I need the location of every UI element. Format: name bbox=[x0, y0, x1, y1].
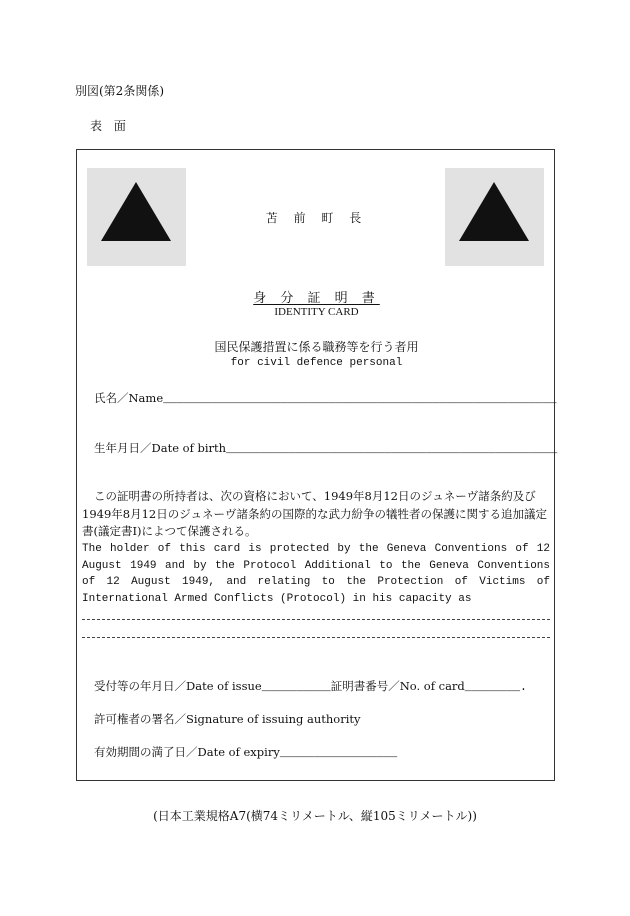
statement-japanese-line: 書(議定書I)によつて保護される。 bbox=[82, 524, 257, 538]
issue-row bbox=[94, 678, 527, 694]
statement-japanese-line: 1949年8月12日のジュネーヴ諸条約の国際的な武力紛争の犠牲者の保護に関する追加議定 bbox=[82, 506, 547, 521]
capacity-blank-line bbox=[82, 619, 550, 620]
date-of-issue-blank: __________ bbox=[261, 681, 331, 694]
date-of-expiry-blank: _________________ bbox=[279, 747, 398, 760]
card-title-english: IDENTITY CARD bbox=[274, 306, 359, 318]
footer-size-note: (日本工業規格A7(横74ミリメートル、縦105ミリメートル)) bbox=[153, 809, 477, 823]
signature-row bbox=[94, 711, 361, 727]
purpose-japanese: 国民保護措置に係る職務等を行う者用 bbox=[214, 340, 419, 354]
date-of-birth-label: 生年月日／Date of birth bbox=[94, 441, 227, 455]
capacity-blank-line bbox=[82, 637, 550, 638]
annex-reference: 別図(第2条関係) bbox=[75, 84, 164, 98]
date-of-birth-blank: ________________________________________________ bbox=[226, 443, 558, 456]
name-blank: _________________________________________________________ bbox=[163, 393, 557, 406]
side-label: 表 面 bbox=[90, 119, 130, 133]
expiry-row bbox=[94, 744, 397, 760]
issuer-title: 苫 前 町 長 bbox=[265, 211, 368, 225]
card-title-japanese bbox=[77, 287, 556, 306]
statement-japanese bbox=[82, 488, 550, 541]
signature-label: 許可権者の署名／Signature of issuing authority bbox=[94, 712, 361, 726]
date-of-issue-label: 受付等の年月日／Date of issue bbox=[94, 679, 262, 693]
purpose-english: for civil defence personal bbox=[230, 357, 403, 369]
name-label: 氏名／Name bbox=[94, 391, 164, 405]
identity-card bbox=[76, 149, 558, 781]
statement-english: The holder of this card is protected by the Geneva Conventions of 12 August 1949 and by the Protocol Additional to the Geneva Conventions of 12 August 1949, and relating to the Protection of Victims of International Armed Conflicts (Protocol) in his capacity as bbox=[82, 543, 550, 605]
card-title-japanese-text: 身 分 証 明 書 bbox=[253, 291, 380, 306]
date-of-birth-field bbox=[94, 440, 557, 456]
date-of-expiry-label: 有効期間の満了日／Date of expiry bbox=[94, 745, 280, 759]
name-field bbox=[94, 390, 557, 406]
card-number-blank: ________. bbox=[464, 681, 527, 694]
statement-japanese-line: この証明書の所持者は、次の資格において、1949年8月12日のジュネーヴ諸条約及び bbox=[94, 489, 536, 503]
card-number-label: 証明書番号／No. of card bbox=[330, 679, 465, 693]
